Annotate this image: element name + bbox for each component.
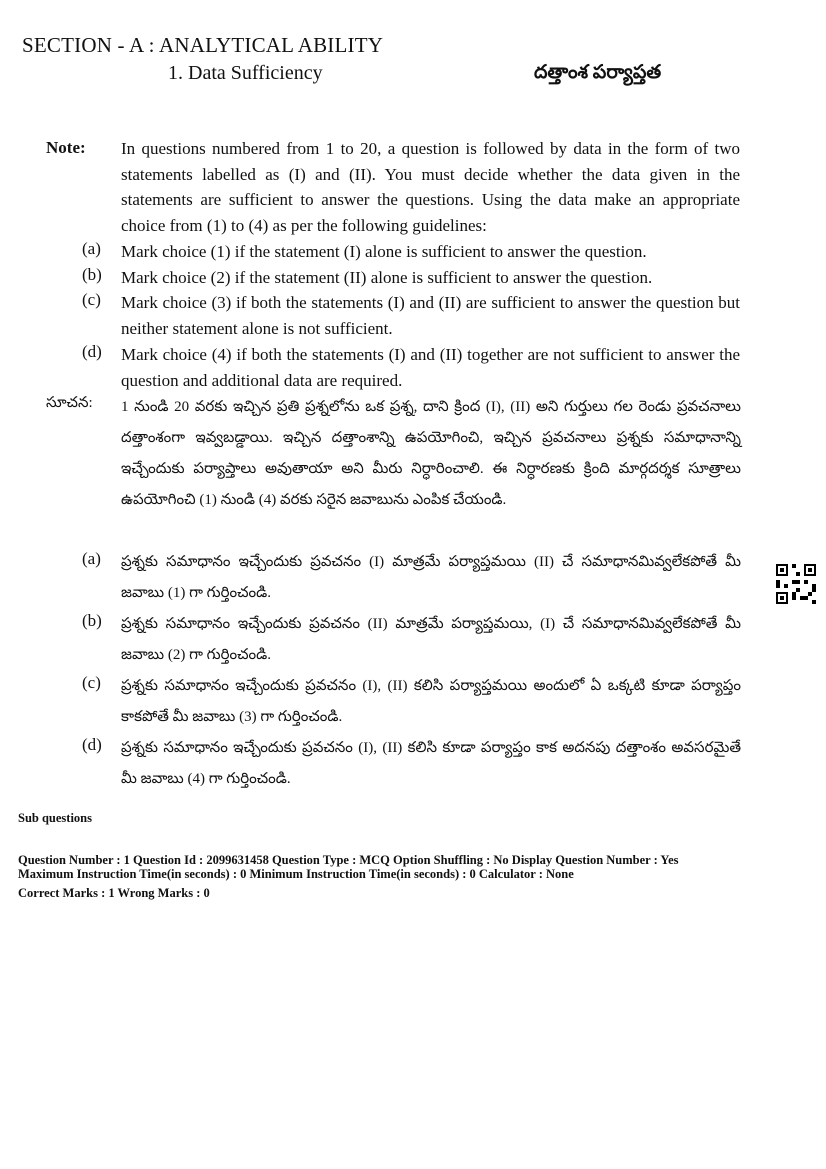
sub-questions-label: Sub questions bbox=[18, 811, 92, 825]
subsection-title-telugu: దత్తాంశ పర్యాప్తత bbox=[534, 62, 662, 83]
note-item: Mark choice (4) if both the statements (I) and (II) together are not sufficient to answer the question and additional data are required. bbox=[121, 345, 740, 390]
subsection-title: 1. Data Sufficiency bbox=[168, 62, 323, 84]
qr-code-icon bbox=[776, 564, 816, 604]
question-meta-line-2: Maximum Instruction Time(in seconds) : 0 Minimum Instruction Time(in seconds) : 0 Calculator : None bbox=[18, 867, 574, 881]
note-item: Mark choice (1) if the statement (I) alone is sufficient to answer the question. bbox=[121, 242, 647, 261]
note-telugu-item: ప్రశ్నకు సమాధానం ఇచ్చేందుకు ప్రవచనం (I), (II) కలిసి పర్యాప్తమయి అందులో ఏ ఒక్కటి కూడా పర్యాప్తం కాకపోతే మీ జవాబు (3) గా గుర్తించండి. bbox=[121, 678, 741, 725]
section-title: SECTION - A : ANALYTICAL ABILITY bbox=[22, 33, 384, 57]
note-telugu-intro: 1 నుండి 20 వరకు ఇచ్చిన ప్రతి ప్రశ్నలోను ఒక ప్రశ్న, దాని క్రింద (I), (II) అని గుర్తులు గల రెండు ప్రవచనాలు దత్తాంశంగా ఇవ్వబడ్డాయి. ఇచ్చిన దత్తాంశాన్ని ఉపయోగించి, ఇచ్చిన ప్రవచనాలు ప్రశ్నకు సమాధానాన్ని ఇచ్చేందుకు పర్యాప్తాలు అవుతాయా అని మీరు నిర్ధారించాలి. ఈ నిర్ధారణకు క్రింది మార్గదర్శక సూత్రాలు ఉపయోగించి (1) నుండి (4) వరకు సరైన జవాబును ఎంపిక చేయండి. bbox=[121, 399, 741, 508]
note-item-mark: (a) bbox=[82, 239, 101, 258]
note-telugu-item: ప్రశ్నకు సమాధానం ఇచ్చేందుకు ప్రవచనం (I) మాత్రమే పర్యాప్తమయి (II) చే సమాధానమివ్వలేకపోతే మీ జవాబు (1) గా గుర్తించండి. bbox=[121, 554, 741, 601]
note-item: Mark choice (2) if the statement (II) alone is sufficient to answer the question. bbox=[121, 268, 653, 287]
note-intro: In questions numbered from 1 to 20, a question is followed by data in the form of two statements labelled as (I) and (II). You must decide whether the data given in the statements are sufficient to answer the questions. Using the data make an appropriate choice from (1) to (4) as per the following guidelines: bbox=[121, 139, 740, 235]
question-meta-line-3: Correct Marks : 1 Wrong Marks : 0 bbox=[18, 886, 210, 900]
note-telugu-item-mark: (b) bbox=[82, 611, 102, 630]
note-telugu-item: ప్రశ్నకు సమాధానం ఇచ్చేందుకు ప్రవచనం (I), (II) కలిసి కూడా పర్యాప్తం కాక అదనపు దత్తాంశం అవసరమైతే మీ జవాబు (4) గా గుర్తించండి. bbox=[121, 740, 741, 787]
note-item-mark: (d) bbox=[82, 342, 102, 361]
note-item: Mark choice (3) if both the statements (I) and (II) are sufficient to answer the question but neither statement alone is not sufficient. bbox=[121, 293, 740, 338]
note-telugu-label: సూచన: bbox=[46, 395, 93, 411]
note-item-mark: (b) bbox=[82, 265, 102, 284]
note-telugu-item-mark: (a) bbox=[82, 549, 101, 568]
note-telugu-item-mark: (c) bbox=[82, 673, 101, 692]
note-telugu-item: ప్రశ్నకు సమాధానం ఇచ్చేందుకు ప్రవచనం (II) మాత్రమే పర్యాప్తమయి, (I) చే సమాధానమివ్వలేకపోతే మీ జవాబు (2) గా గుర్తించండి. bbox=[121, 616, 741, 663]
note-label: Note: bbox=[46, 138, 86, 157]
note-item-mark: (c) bbox=[82, 290, 101, 309]
question-meta-line-1: Question Number : 1 Question Id : 2099631458 Question Type : MCQ Option Shuffling : No Display Question Number : Yes bbox=[18, 853, 679, 867]
note-telugu-item-mark: (d) bbox=[82, 735, 102, 754]
